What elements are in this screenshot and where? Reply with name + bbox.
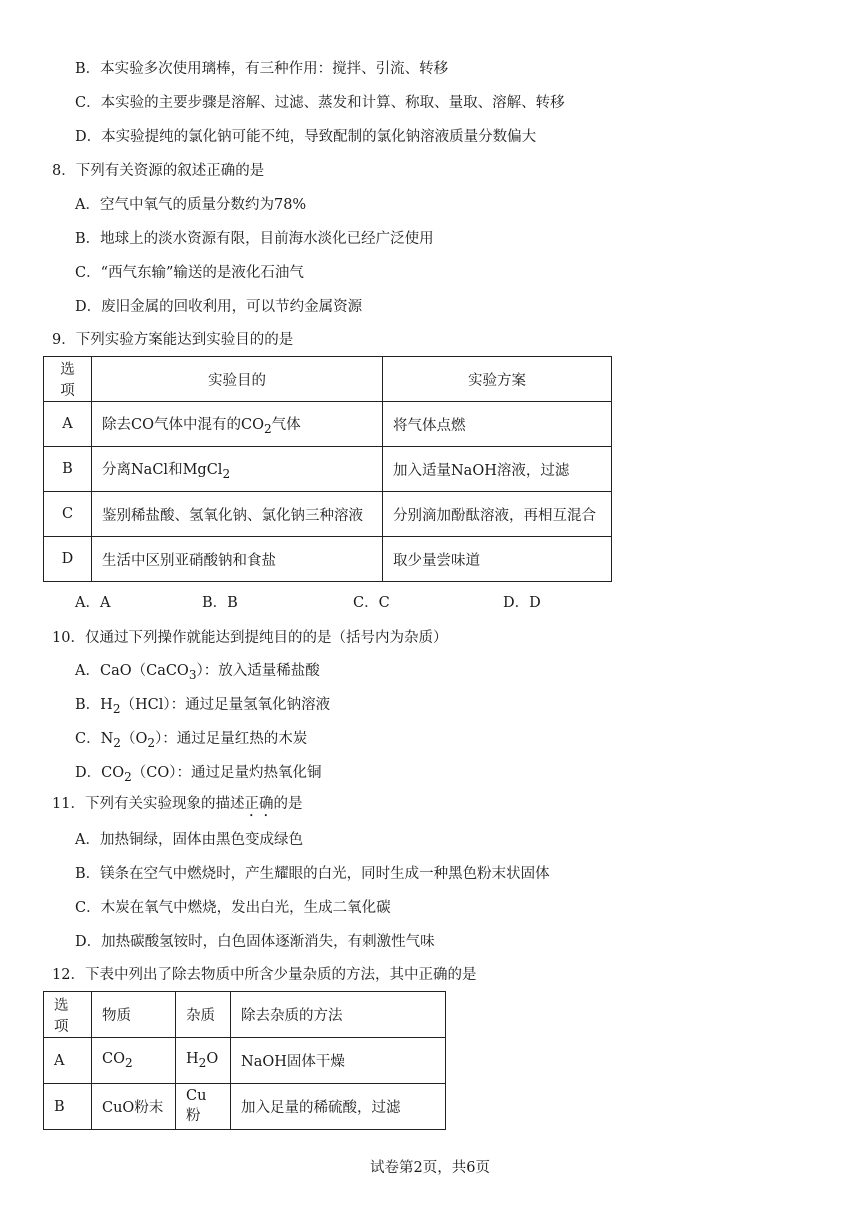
row-plan: 将气体点燃 xyxy=(383,402,612,447)
q12-stem: 12．下表中列出了除去物质中所含少量杂质的方法，其中正确的是 xyxy=(52,967,477,983)
q9-choice-c: C．C xyxy=(353,595,390,611)
row-option: B xyxy=(44,1084,92,1130)
row-method: NaOH固体干燥 xyxy=(231,1038,446,1084)
emphasis-mark: 正确 xyxy=(244,796,274,812)
row-plan: 分别滴加酚酞溶液，再相互混合 xyxy=(383,492,612,537)
q8-option-a: A．空气中氧气的质量分数约为78% xyxy=(75,197,307,213)
row-option: B xyxy=(44,447,92,492)
row-goal: 鉴别稀盐酸、氢氧化钠、氯化钠三种溶液 xyxy=(92,492,383,537)
row-option: C xyxy=(44,492,92,537)
q10-option-b: B．$H_2(HCl)$：通过足量氢氧化钠溶液 xyxy=(75,697,331,716)
q7-option-d: D．本实验提纯的氯化钠可能不纯，导致配制的氯化钠溶液质量分数偏大 xyxy=(75,129,537,145)
table-row xyxy=(44,402,612,447)
q9-choice-d: D．D xyxy=(503,595,541,611)
q9-choice-a: A．A xyxy=(75,595,111,611)
q11-option-b: B．镁条在空气中燃烧时，产生耀眼的白光，同时生成一种黑色粉末状固体 xyxy=(75,866,550,882)
row-option: D xyxy=(44,537,92,582)
table-row xyxy=(44,447,612,492)
row-impurity: $H_2O$ xyxy=(176,1038,231,1084)
q8-option-d: D．废旧金属的回收利用，可以节约金属资源 xyxy=(75,299,363,315)
header-goal: 实验目的 xyxy=(92,357,383,402)
q7-option-b: B．本实验多次使用璃棒，有三种作用：搅拌、引流、转移 xyxy=(75,61,449,77)
row-goal: 分离NaCl和MgCl$_2$ xyxy=(92,447,383,492)
q9-table xyxy=(43,356,612,582)
table-row xyxy=(44,1084,446,1130)
q10-option-c: C．$N_2(O_2)$：通过足量红热的木炭 xyxy=(75,731,308,750)
q8-stem: 8．下列有关资源的叙述正确的是 xyxy=(52,163,265,179)
q10-option-d: D．$CO_2(CO)$：通过足量灼热氧化铜 xyxy=(75,765,322,784)
q9-choice-b: B．B xyxy=(202,595,238,611)
row-plan: 加入适量NaOH溶液，过滤 xyxy=(383,447,612,492)
q11-stem: 11．下列有关实验现象的描述正确的是 xyxy=(52,796,303,812)
q11-option-d: D．加热碳酸氢铵时，白色固体逐渐消失，有刺激性气味 xyxy=(75,934,435,950)
row-substance: $CO_2$ xyxy=(92,1038,176,1084)
table-header-row xyxy=(44,357,612,402)
q11-option-c: C．木炭在氧气中燃烧，发出白光，生成二氧化碳 xyxy=(75,900,391,916)
header-option: 选项 xyxy=(44,992,92,1038)
header-impurity: 杂质 xyxy=(176,992,231,1038)
q9-choices xyxy=(75,593,635,613)
header-method: 除去杂质的方法 xyxy=(231,992,446,1038)
header-plan: 实验方案 xyxy=(383,357,612,402)
q10-option-a: A．CaO（CaCO$_3$）：放入适量稀盐酸 xyxy=(75,663,320,682)
table-row xyxy=(44,492,612,537)
table-header-row xyxy=(44,992,446,1038)
q11-option-a: A．加热铜绿，固体由黑色变成绿色 xyxy=(75,832,303,848)
header-substance: 物质 xyxy=(92,992,176,1038)
q8-option-b: B．地球上的淡水资源有限，目前海水淡化已经广泛使用 xyxy=(75,231,434,247)
row-impurity: Cu粉 xyxy=(176,1084,231,1130)
row-plan: 取少量尝味道 xyxy=(383,537,612,582)
row-option: A xyxy=(44,402,92,447)
table-row xyxy=(44,537,612,582)
q10-stem: 10．仅通过下列操作就能达到提纯目的的是（括号内为杂质） xyxy=(52,630,448,646)
row-goal: 除去CO气体中混有的$CO_2$气体 xyxy=(92,402,383,447)
header-option: 选项 xyxy=(44,357,92,402)
page-footer: 试卷第2页，共6页 xyxy=(370,1160,490,1176)
q9-stem: 9．下列实验方案能达到实验目的的是 xyxy=(52,332,294,348)
row-substance: CuO粉末 xyxy=(92,1084,176,1130)
table-row xyxy=(44,1038,446,1084)
q7-option-c: C．本实验的主要步骤是溶解、过滤、蒸发和计算、称取、量取、溶解、转移 xyxy=(75,95,565,111)
row-goal: 生活中区别亚硝酸钠和食盐 xyxy=(92,537,383,582)
row-method: 加入足量的稀硫酸，过滤 xyxy=(231,1084,446,1130)
q8-option-c: C．“西气东输”输送的是液化石油气 xyxy=(75,265,304,281)
q12-table xyxy=(43,991,446,1130)
row-option: A xyxy=(44,1038,92,1084)
